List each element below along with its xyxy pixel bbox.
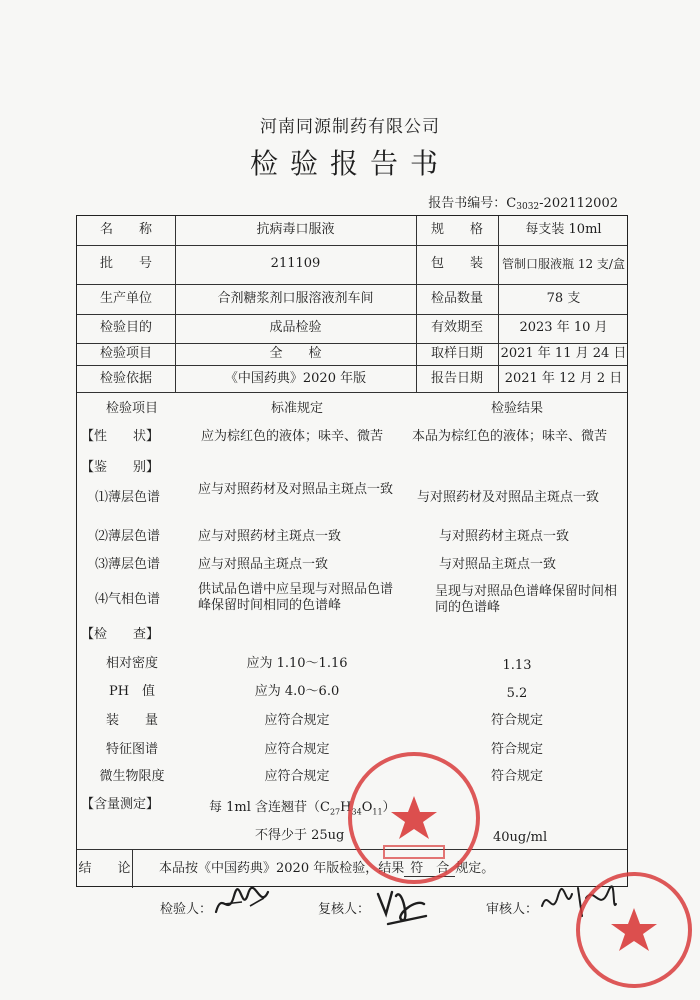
inspector-signature	[212, 884, 272, 924]
company-name: 河南同源制药有限公司	[260, 117, 440, 137]
id2-standard: 应与对照药材主斑点一致	[198, 529, 342, 544]
sample-date-label: 取样日期	[430, 346, 483, 361]
microbe-standard: 应符合规定	[264, 769, 330, 784]
id1-standard: 应与对照药材及对照品主斑点一致	[198, 482, 394, 497]
reviewer-label: 复核人：	[318, 902, 371, 917]
col-header-result: 检验结果	[490, 401, 543, 416]
item-value: 全 检	[269, 346, 322, 361]
assay-text-o: O	[361, 800, 373, 815]
character-standard: 应为棕红色的液体；味辛、微苦	[201, 429, 384, 444]
batch-value: 211109	[270, 256, 321, 271]
qty-value: 78 支	[546, 291, 581, 306]
unit-label: 生产单位	[99, 291, 152, 306]
fingerprint-result: 符合规定	[490, 742, 543, 757]
purpose-label: 检验目的	[99, 320, 152, 335]
report-number-prefix: C	[506, 196, 517, 211]
report-date-value: 2021 年 12 月 2 日	[504, 371, 623, 386]
unit-value: 合剂糖浆剂口服溶液剂车间	[217, 291, 374, 306]
batch-label: 批 号	[99, 256, 152, 271]
fill-item: 装 量	[105, 713, 158, 728]
conclusion-text-b: 规定。	[455, 861, 495, 876]
section-check: 【检 查】	[81, 627, 160, 642]
assay-sub-h: 34	[351, 807, 362, 817]
assay-standard-line2: 不得少于 25ug	[255, 828, 345, 843]
expiry-label: 有效期至	[430, 320, 483, 335]
assay-result: 40ug/ml	[493, 830, 548, 845]
section-character: 【性 状】	[81, 429, 160, 444]
item-label: 检验项目	[99, 346, 152, 361]
document-title: 检验报告书	[249, 147, 450, 180]
conclusion-text-a: 本品按《中国药典》2020 年版检验，结果	[159, 861, 405, 876]
company-seal	[344, 748, 484, 888]
assay-text-h: H	[340, 800, 352, 815]
conclusion-label: 结 论	[78, 861, 131, 876]
basis-value: 《中国药典》2020 年版	[224, 371, 367, 386]
assay-sub-o: 11	[372, 807, 383, 817]
qty-label: 检品数量	[430, 291, 483, 306]
id2-item: ⑵薄层色谱	[95, 529, 161, 544]
col-header-item: 检验项目	[105, 401, 158, 416]
fill-result: 符合规定	[490, 713, 543, 728]
density-result: 1.13	[502, 658, 532, 673]
name-value: 抗病毒口服液	[256, 222, 335, 237]
ph-result: 5.2	[506, 686, 528, 701]
id1-result: 与对照药材及对照品主斑点一致	[417, 490, 600, 505]
expiry-value: 2023 年 10 月	[519, 320, 608, 335]
id1-item: ⑴薄层色谱	[95, 490, 161, 505]
density-standard: 应为 1.10～1.16	[246, 656, 348, 671]
col-header-standard: 标准规定	[270, 401, 323, 416]
inspector-label: 检验人：	[160, 902, 213, 917]
report-date-label: 报告日期	[430, 371, 483, 386]
sample-date-value: 2021 年 11 月 24 日	[500, 346, 627, 361]
id3-item: ⑶薄层色谱	[95, 557, 161, 572]
purpose-value: 成品检验	[269, 320, 322, 335]
report-number	[428, 192, 618, 212]
id4-result: 呈现与对照品色谱峰保留时间相同的色谱峰	[435, 584, 618, 615]
microbe-item: 微生物限度	[99, 769, 165, 784]
id3-result: 与对照品主斑点一致	[439, 557, 557, 572]
ph-standard: 应为 4.0～6.0	[254, 684, 340, 699]
quality-seal	[572, 866, 692, 994]
assay-sub-c: 27	[329, 807, 341, 817]
report-number-sub: 3032	[516, 202, 540, 212]
fingerprint-standard: 应符合规定	[264, 742, 330, 757]
id2-result: 与对照药材主斑点一致	[439, 529, 570, 544]
assay-text-a: 每 1ml 含连翘苷（C	[209, 800, 330, 815]
section-identification: 【鉴 别】	[81, 460, 160, 475]
fill-standard: 应符合规定	[264, 713, 330, 728]
pack-label: 包 装	[430, 256, 483, 271]
ph-item: PH 值	[108, 684, 156, 699]
spec-label: 规 格	[430, 222, 483, 237]
spec-value: 每支装 10ml	[525, 222, 602, 237]
section-assay: 【含量测定】	[81, 797, 160, 812]
report-number-label: 报告书编号：	[428, 196, 507, 211]
pack-value: 管制口服液瓶 12 支/盒	[502, 257, 625, 271]
id4-standard: 供试品色谱中应呈现与对照品色谱峰保留时间相同的色谱峰	[198, 582, 394, 613]
fingerprint-item: 特征图谱	[105, 742, 158, 757]
id4-item: ⑷气相色谱	[95, 592, 161, 607]
name-label: 名 称	[99, 222, 152, 237]
report-number-suffix: -202112002	[539, 196, 618, 211]
auditor-label: 审核人：	[486, 902, 539, 917]
reviewer-signature	[372, 884, 432, 930]
id3-standard: 应与对照品主斑点一致	[198, 557, 329, 572]
character-result: 本品为棕红色的液体；味辛、微苦	[412, 429, 608, 444]
basis-label: 检验依据	[99, 371, 152, 386]
assay-text-end: ）	[382, 800, 396, 815]
density-item: 相对密度	[105, 656, 158, 671]
microbe-result: 符合规定	[490, 769, 543, 784]
conclusion-fill: 符 合	[404, 861, 455, 877]
